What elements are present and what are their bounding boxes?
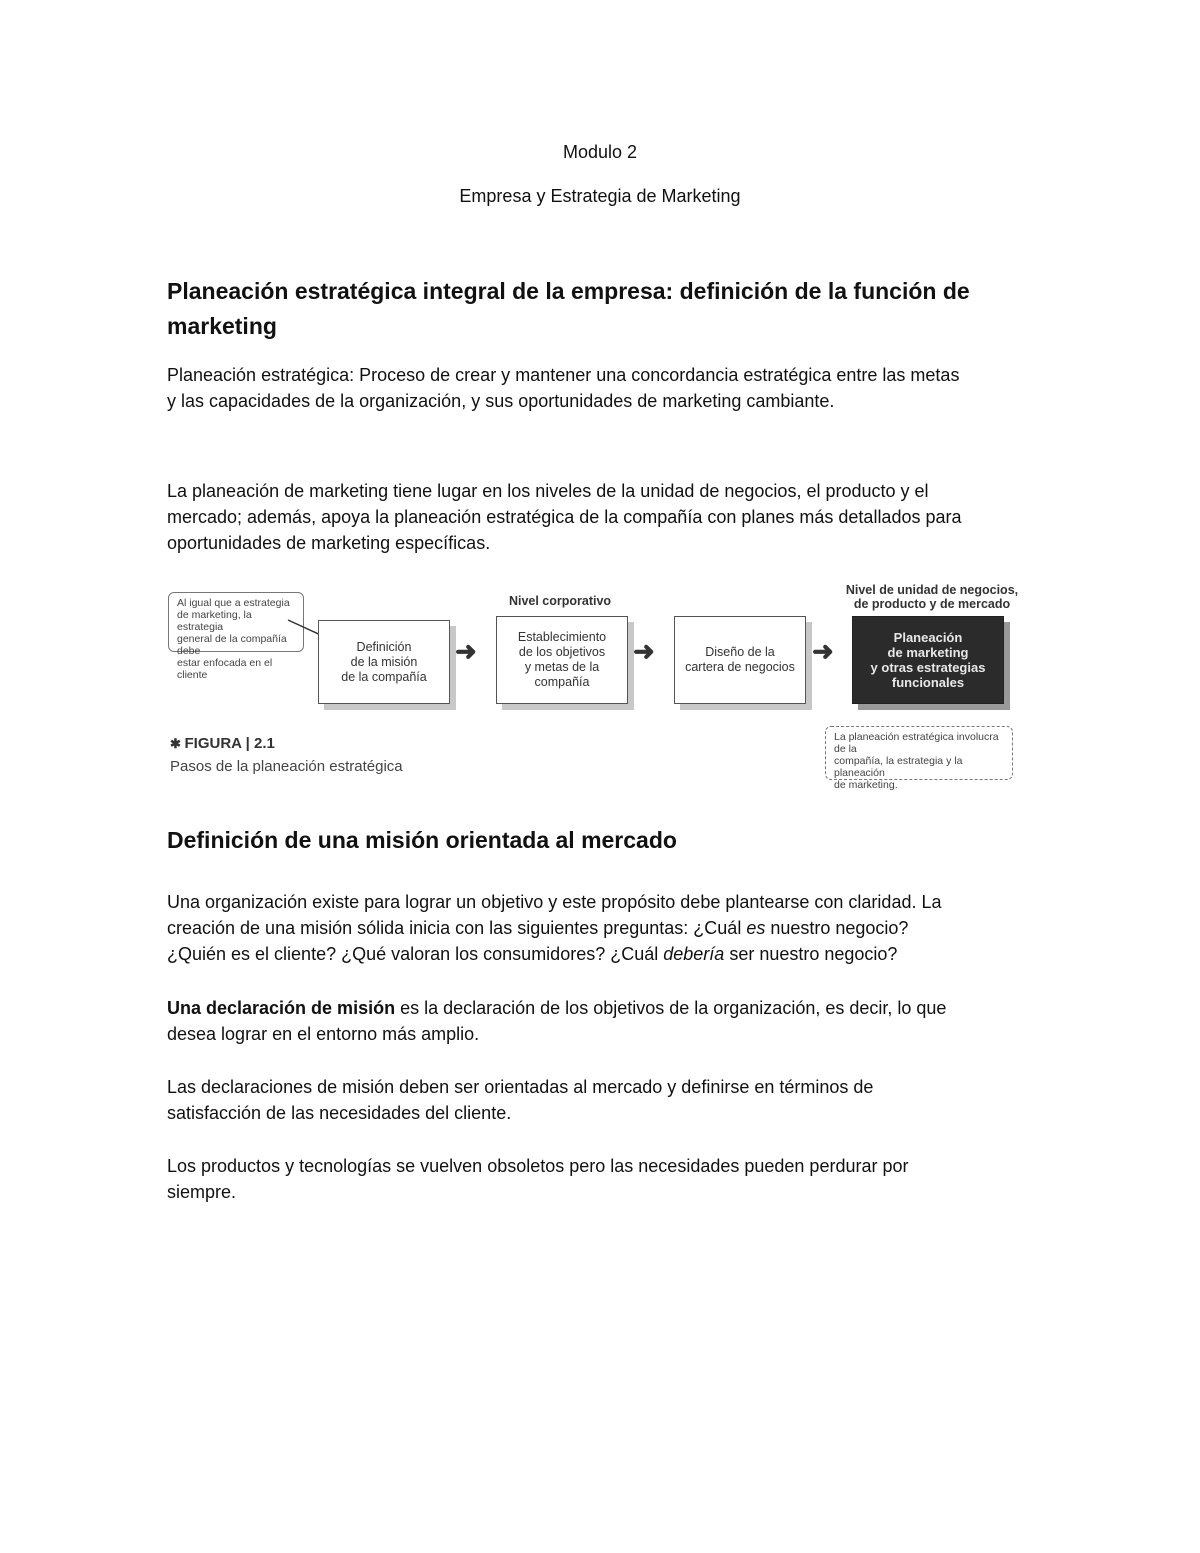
- box-objectives: [496, 616, 628, 704]
- note-line: de marketing, la estrategia: [177, 609, 252, 633]
- paragraph-orientadas-mercado: [167, 1074, 1047, 1126]
- heading-line: Planeación estratégica integral de la empresa: definición de la función de: [167, 278, 970, 304]
- module-title: Modulo 2: [562, 142, 638, 162]
- emphasis-text: debería: [663, 944, 725, 964]
- paragraph-line: Planeación estratégica: Proceso de crear y mantener una concordancia estratégica entre las metas: [167, 365, 960, 385]
- box-line: de marketing: [887, 645, 969, 660]
- box-line: cartera de negocios: [685, 660, 795, 674]
- emphasis-text: es: [746, 918, 766, 938]
- box-line: Definición: [356, 639, 412, 654]
- note-line: general de la compañía debe: [177, 633, 287, 657]
- paragraph-productos-tecnologias: [167, 1153, 1047, 1205]
- paragraph-line: [167, 941, 1047, 967]
- paragraph-line: desea lograr en el entorno más amplio.: [167, 1024, 480, 1044]
- paragraph-line: mercado; además, apoya la planeación estratégica de la compañía con planes más detallados para: [167, 507, 962, 527]
- box-line: de la compañía: [341, 669, 427, 684]
- paragraph-declaracion-mision: [167, 995, 1047, 1047]
- box-line: y otras estrategias: [870, 660, 986, 675]
- text-run: ¿Quién es el cliente? ¿Qué valoran los consumidores? ¿Cuál: [167, 944, 664, 964]
- paragraph-line: y las capacidades de la organización, y sus oportunidades de marketing cambiante.: [167, 391, 835, 411]
- box-line: Planeación: [893, 630, 963, 645]
- box-line: Establecimiento: [517, 630, 607, 644]
- paragraph-organizacion: [167, 889, 1047, 967]
- level-unit-label: [822, 583, 1042, 611]
- text-run: es la declaración de los objetivos de la organización, es decir, lo que: [395, 998, 947, 1018]
- flow-arrow-icon: ➜: [633, 636, 655, 666]
- box-portfolio: [674, 616, 806, 704]
- box-line: compañía: [534, 675, 590, 689]
- paragraph-line: Los productos y tecnologías se vuelven obsoletos pero las necesidades pueden perdurar por: [167, 1156, 909, 1176]
- note-line: estar enfocada en el cliente: [177, 657, 273, 681]
- paragraph-line: oportunidades de marketing específicas.: [167, 533, 491, 553]
- note-line: de marketing.: [834, 779, 898, 791]
- paragraph-line: La planeación de marketing tiene lugar en los niveles de la unidad de negocios, el producto y el: [167, 481, 929, 501]
- paragraph-planeacion-marketing: [167, 478, 1047, 556]
- box-line: funcionales: [891, 675, 965, 690]
- figure-note-left: [168, 592, 304, 681]
- box-mission: [318, 620, 450, 704]
- paragraph-line: satisfacción de las necesidades del cliente.: [167, 1103, 512, 1123]
- section-heading-planeacion: [167, 274, 1047, 344]
- box-line: de los objetivos: [518, 645, 606, 659]
- paragraph-line: siempre.: [167, 1182, 237, 1202]
- figure-caption: Pasos de la planeación estratégica: [170, 758, 403, 775]
- paragraph-line: Las declaraciones de misión deben ser orientadas al mercado y definirse en términos de: [167, 1077, 874, 1097]
- heading-line: marketing: [167, 313, 277, 339]
- box-line: y metas de la: [524, 660, 600, 674]
- note-line: Al igual que a estrategia: [177, 597, 290, 609]
- section-heading-mision: Definición de una misión orientada al mercado: [167, 827, 677, 853]
- level-corporate-label: Nivel corporativo: [508, 594, 612, 608]
- flow-arrow-icon: ➜: [812, 636, 834, 666]
- text-run: ser nuestro negocio?: [724, 944, 898, 964]
- paragraph-line: [167, 995, 1047, 1021]
- caption-tag-text: FIGURA | 2.1: [184, 735, 275, 752]
- paragraph-line: [167, 915, 1047, 941]
- flow-arrow-icon: ➜: [455, 636, 477, 666]
- paragraph-line: Una organización existe para lograr un objetivo y este propósito debe plantearse con claridad. La: [167, 892, 942, 912]
- paragraph-definicion-planeacion: [167, 362, 1047, 414]
- box-marketing-planning: [852, 616, 1004, 704]
- text-run: nuestro negocio?: [765, 918, 909, 938]
- box-line: Diseño de la: [705, 645, 775, 659]
- note-line: La planeación estratégica involucra de la: [834, 731, 999, 755]
- module-subtitle: Empresa y Estrategia de Marketing: [459, 186, 741, 206]
- text-run: creación de una misión sólida inicia con las siguientes preguntas: ¿Cuál: [167, 918, 747, 938]
- level-line: Nivel de unidad de negocios,: [845, 583, 1019, 597]
- box-line: de la misión: [350, 654, 418, 669]
- bold-term: Una declaración de misión: [167, 998, 396, 1018]
- bullet-icon: ✱: [170, 736, 185, 751]
- note-line: compañía, la estrategia y la planeación: [834, 755, 963, 779]
- level-line: de producto y de mercado: [853, 597, 1011, 611]
- figure-note-right: [825, 726, 1013, 791]
- figure-caption-tag: [170, 735, 275, 752]
